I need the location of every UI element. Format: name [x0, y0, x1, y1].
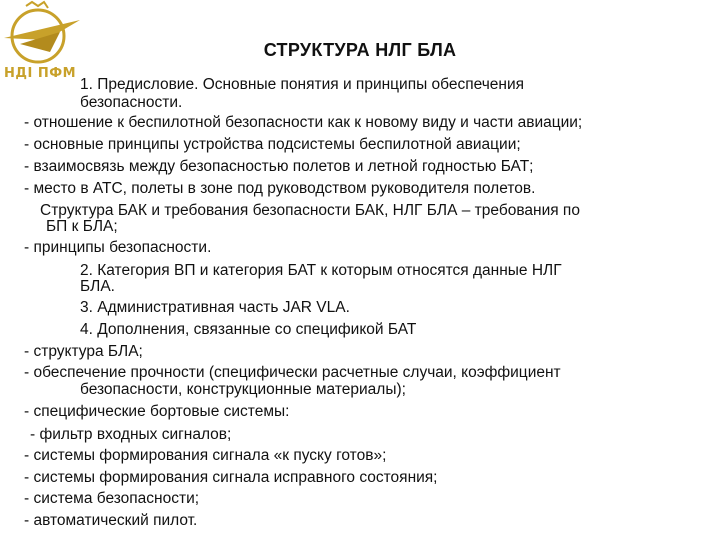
text-line: - взаимосвязь между безопасностью полетов и летной годностью БАТ;: [24, 158, 534, 175]
text-line: - основные принципы устройства подсистемы беспилотной авиации;: [24, 136, 521, 153]
page-title: СТРУКТУРА НЛГ БЛА: [263, 40, 457, 60]
text-line: - системы формирования сигнала «к пуску готов»;: [24, 447, 387, 464]
text-line: - система безопасности;: [24, 490, 200, 507]
text-line: 1. Предисловие. Основные понятия и принципы обеспечения: [80, 76, 525, 93]
text-line: - специфические бортовые системы:: [24, 403, 290, 420]
text-line: - обеспечение прочности (специфически расчетные случаи, коэффициент: [24, 364, 561, 381]
text-line: 3. Административная часть JAR VLA.: [80, 299, 350, 316]
text-line: - отношение к беспилотной безопасности как к новому виду и части авиации;: [24, 114, 583, 131]
text-line: БП к БЛА;: [46, 218, 118, 235]
text-line: - фильтр входных сигналов;: [30, 426, 232, 443]
text-line: безопасности, конструкционные материалы);: [80, 381, 406, 398]
text-line: - автоматический пилот.: [24, 512, 198, 529]
text-line: безопасности.: [80, 94, 183, 111]
text-line: - структура БЛА;: [24, 343, 143, 360]
text-line: 4. Дополнения, связанные со спецификой БАТ: [80, 321, 417, 338]
logo-text: НДІ ПФМ: [4, 66, 77, 81]
text-line: БЛА.: [80, 278, 115, 295]
text-line: Структура БАК и требования безопасности БАК, НЛГ БЛА – требования по: [40, 202, 580, 219]
text-line: - принципы безопасности.: [24, 239, 212, 256]
text-line: - место в АТС, полеты в зоне под руководством руководителя полетов.: [24, 180, 536, 197]
text-line: - системы формирования сигнала исправного состояния;: [24, 469, 438, 486]
text-line: 2. Категория ВП и категория БАТ к которым относятся данные НЛГ: [80, 262, 562, 279]
